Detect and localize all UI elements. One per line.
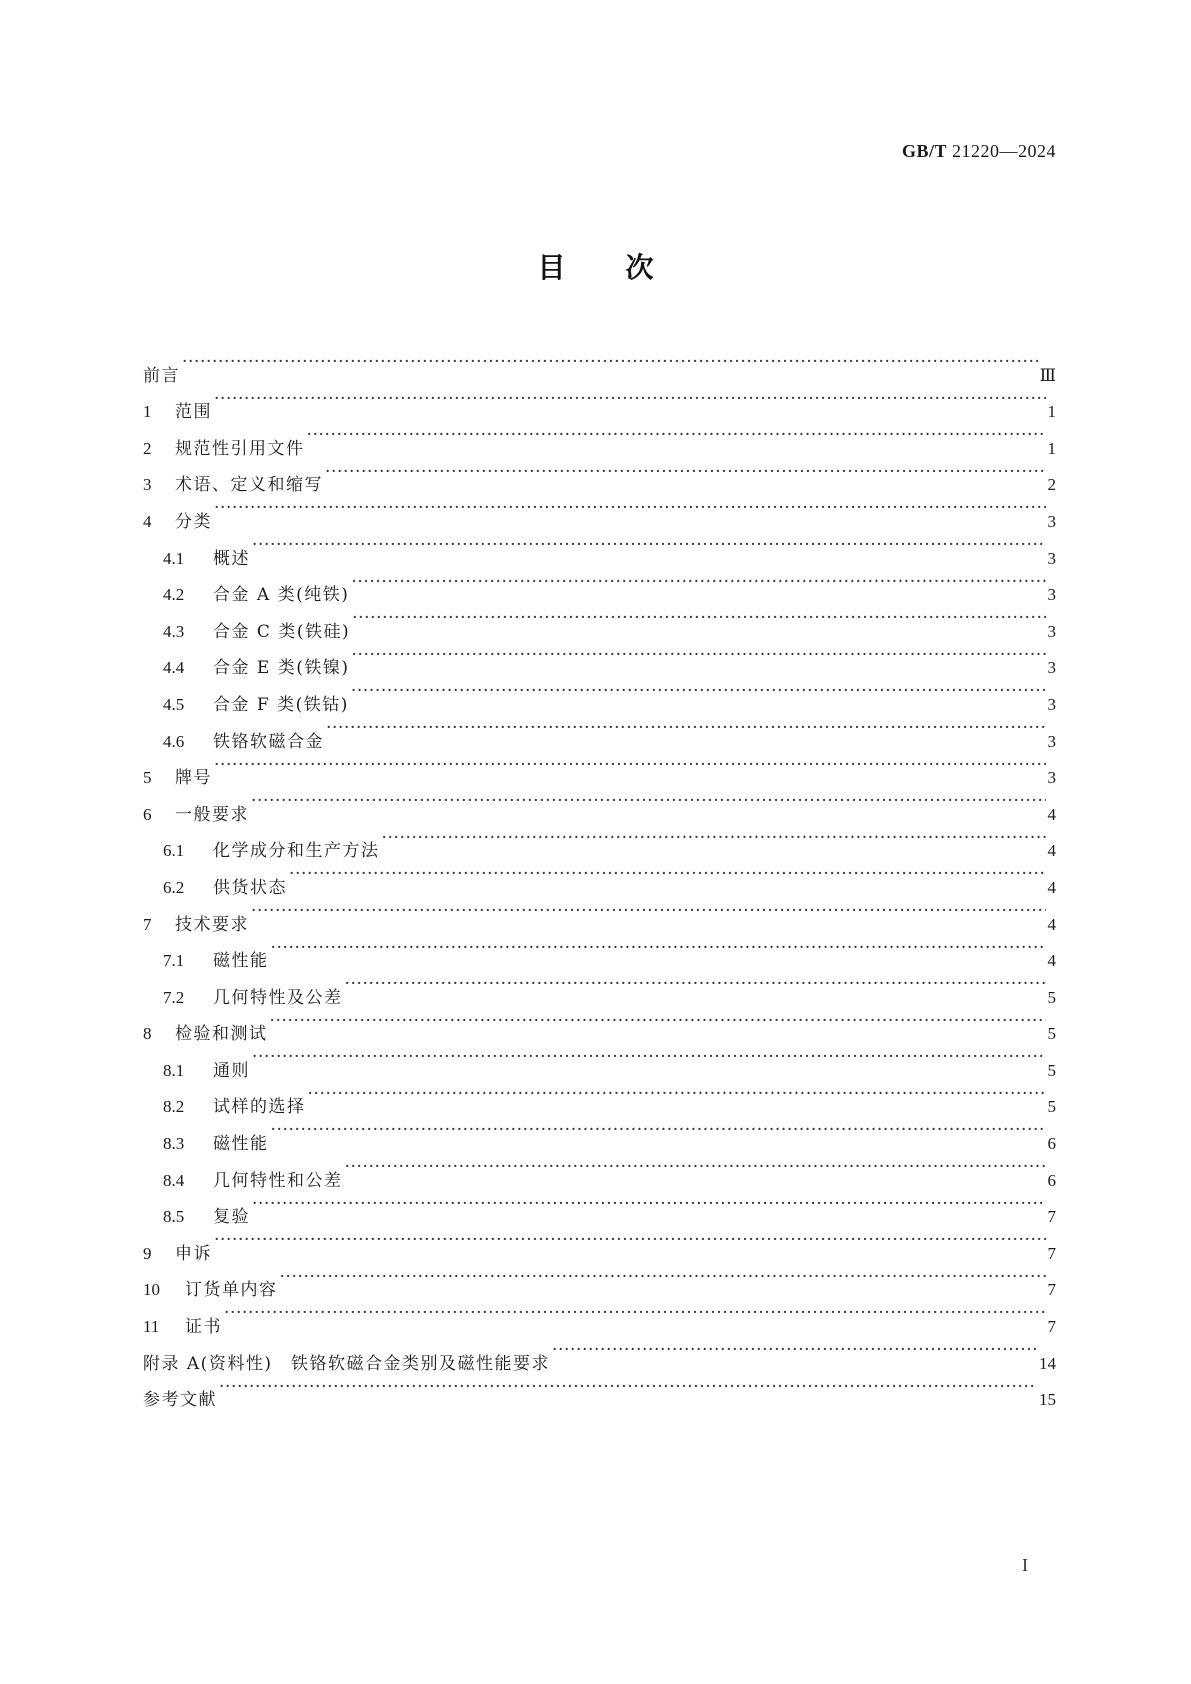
toc-entry-label: 供货状态 [213, 877, 287, 898]
toc-entry-label: 通则 [213, 1060, 250, 1081]
toc-entry-label: 申诉 [175, 1243, 212, 1264]
toc-leader-dots [219, 1369, 1037, 1406]
toc-entry-label: 一般要求 [175, 804, 249, 825]
toc-leader-dots [252, 527, 1046, 564]
toc-entry-page: 3 [1047, 621, 1056, 641]
toc-entry[interactable] [143, 344, 1056, 386]
toc-entry-label: 证书 [185, 1317, 222, 1338]
toc-entry-number: 8.1 [163, 1060, 185, 1080]
toc-entry-number: 4.5 [163, 694, 185, 714]
toc-leader-dots [251, 783, 1046, 820]
toc-leader-dots [552, 1332, 1037, 1369]
toc-entry-number: 4 [143, 511, 152, 531]
toc-entry-page: 3 [1047, 511, 1056, 531]
toc-entry-label: 附录 A(资料性) 铁铬软磁合金类别及磁性能要求 [143, 1353, 550, 1374]
toc-entry-label: 合金 F 类(铁钴) [213, 694, 349, 715]
toc-entry-page: 5 [1047, 1060, 1056, 1080]
standard-code [902, 141, 1056, 162]
toc-entry-number: 11 [143, 1317, 160, 1337]
toc-entry[interactable] [143, 381, 1056, 423]
toc-leader-dots [214, 381, 1046, 418]
toc-leader-dots [325, 454, 1046, 491]
toc-entry[interactable] [143, 1186, 1056, 1228]
toc-entry-page: 3 [1047, 768, 1056, 788]
toc-entry-label: 几何特性和公差 [213, 1170, 343, 1191]
toc-leader-dots [289, 856, 1046, 893]
toc-entry[interactable] [143, 1149, 1056, 1191]
toc-leader-dots [271, 930, 1046, 967]
toc-entry-number: 8.3 [163, 1134, 185, 1154]
toc-entry-label: 分类 [175, 511, 212, 532]
toc-entry-label: 合金 A 类(纯铁) [213, 585, 350, 606]
toc-entry-number: 8.5 [163, 1207, 185, 1227]
toc-entry-page: 4 [1047, 877, 1056, 897]
toc-entry-page: 4 [1047, 914, 1056, 934]
toc-entry-number: 4.3 [163, 621, 185, 641]
toc-entry-label: 规范性引用文件 [175, 438, 305, 459]
toc-entry-label: 磁性能 [213, 1134, 269, 1155]
toc-leader-dots [308, 1076, 1046, 1113]
toc-entry-label: 技术要求 [175, 914, 249, 935]
toc-entry-label: 订货单内容 [185, 1280, 278, 1301]
toc-entry-number: 7.1 [163, 951, 185, 971]
toc-leader-dots [351, 637, 1045, 674]
toc-entry-label: 化学成分和生产方法 [213, 841, 380, 862]
toc-leader-dots [252, 1039, 1046, 1076]
toc-leader-dots [271, 1112, 1046, 1149]
toc-entry[interactable] [143, 1039, 1056, 1081]
toc-leader-dots [251, 893, 1046, 930]
toc-entry-number: 7.2 [163, 987, 185, 1007]
toc-entry-page: 1 [1047, 402, 1056, 422]
toc-entry-page: 5 [1047, 1024, 1056, 1044]
table-of-contents [143, 344, 1056, 1411]
toc-leader-dots [270, 1003, 1046, 1040]
toc-leader-dots [224, 1295, 1046, 1332]
toc-leader-dots [252, 1186, 1046, 1223]
toc-entry[interactable] [143, 1332, 1056, 1374]
page-title: 目次 [537, 251, 714, 284]
toc-entry[interactable] [143, 1076, 1056, 1118]
toc-entry[interactable] [143, 1003, 1056, 1045]
toc-entry-page: 4 [1047, 951, 1056, 971]
toc-entry-label: 合金 E 类(铁镍) [213, 658, 350, 679]
toc-entry[interactable] [143, 417, 1056, 459]
toc-entry[interactable] [143, 1259, 1056, 1301]
standard-number: 21220—2024 [952, 141, 1056, 161]
toc-entry-label: 参考文献 [143, 1390, 217, 1411]
toc-entry-number: 2 [143, 438, 152, 458]
toc-entry-page: 7 [1047, 1280, 1056, 1300]
toc-entry-number: 3 [143, 475, 152, 495]
toc-entry[interactable] [143, 1295, 1056, 1338]
toc-entry-page: 7 [1047, 1243, 1056, 1263]
toc-entry-page: 15 [1039, 1390, 1056, 1410]
toc-leader-dots [345, 966, 1046, 1003]
toc-entry-page: 4 [1047, 804, 1056, 824]
toc-entry[interactable] [143, 490, 1056, 532]
toc-entry-page: 14 [1039, 1353, 1056, 1373]
toc-entry-label: 复验 [213, 1207, 250, 1228]
toc-entry[interactable] [143, 527, 1056, 569]
toc-entry-page: 5 [1047, 987, 1056, 1007]
toc-entry-page: 3 [1047, 548, 1056, 568]
toc-leader-dots [352, 600, 1045, 637]
toc-entry-page: 5 [1047, 1097, 1056, 1117]
toc-entry-label: 铁铬软磁合金 [213, 731, 324, 752]
toc-entry-label: 几何特性及公差 [213, 987, 343, 1008]
toc-leader-dots [351, 673, 1046, 710]
toc-entry-page: 2 [1047, 475, 1056, 495]
toc-entry[interactable] [143, 564, 1056, 606]
toc-entry[interactable] [143, 1369, 1056, 1411]
toc-entry-label: 概述 [213, 548, 250, 569]
toc-entry-number: 1 [143, 402, 152, 422]
toc-entry-page: 3 [1047, 731, 1056, 751]
toc-entry-page: 4 [1047, 841, 1056, 861]
toc-entry-page: 3 [1047, 585, 1056, 605]
toc-entry-page: 1 [1047, 438, 1056, 458]
toc-entry-number: 7 [143, 914, 152, 934]
toc-entry-number: 9 [143, 1243, 152, 1263]
toc-entry-label: 范围 [175, 402, 212, 423]
toc-entry[interactable] [143, 783, 1056, 825]
toc-leader-dots [326, 710, 1046, 747]
toc-entry-page: 7 [1047, 1317, 1056, 1337]
toc-entry-number: 6 [143, 804, 152, 824]
toc-entry-number: 4.1 [163, 548, 185, 568]
toc-entry[interactable] [143, 1222, 1056, 1264]
toc-entry-label: 试样的选择 [213, 1097, 306, 1118]
toc-leader-dots [182, 344, 1038, 381]
toc-entry-label: 术语、定义和缩写 [175, 475, 323, 496]
toc-entry-label: 磁性能 [213, 951, 269, 972]
toc-entry-label: 前言 [143, 365, 180, 386]
toc-entry-page: 3 [1047, 658, 1056, 678]
toc-leader-dots [280, 1259, 1046, 1296]
toc-entry[interactable] [143, 893, 1056, 935]
toc-entry-number: 4.4 [163, 658, 185, 678]
toc-entry[interactable] [143, 1112, 1056, 1155]
toc-entry-page: 3 [1047, 694, 1056, 714]
toc-entry-label: 合金 C 类(铁硅) [213, 621, 351, 642]
toc-leader-dots [351, 564, 1045, 601]
toc-entry-page: 6 [1047, 1134, 1056, 1154]
toc-leader-dots [214, 490, 1046, 527]
standard-prefix: GB/T [901, 141, 947, 161]
toc-leader-dots [214, 1222, 1046, 1259]
footer-page-number: I [1022, 1555, 1028, 1575]
toc-entry-page: Ⅲ [1039, 365, 1056, 385]
toc-leader-dots [382, 820, 1046, 857]
toc-entry-number: 8.4 [163, 1170, 185, 1190]
toc-entry-label: 牌号 [175, 768, 212, 789]
toc-entry-number: 4.2 [163, 585, 185, 605]
toc-entry-number: 10 [143, 1280, 160, 1300]
toc-leader-dots [307, 417, 1046, 454]
toc-entry-number: 8.2 [163, 1097, 185, 1117]
toc-leader-dots [345, 1149, 1046, 1186]
toc-entry[interactable] [143, 930, 1056, 972]
toc-entry[interactable] [143, 820, 1056, 862]
toc-entry-number: 6.2 [163, 877, 185, 897]
toc-entry[interactable] [143, 747, 1056, 789]
toc-leader-dots [214, 747, 1046, 784]
toc-entry-number: 8 [143, 1024, 152, 1044]
toc-entry-page: 7 [1047, 1207, 1056, 1227]
toc-entry-page: 6 [1047, 1170, 1056, 1190]
toc-entry-number: 6.1 [163, 841, 185, 861]
toc-entry-number: 5 [143, 768, 152, 788]
toc-entry-label: 检验和测试 [175, 1024, 268, 1045]
toc-entry-number: 4.6 [163, 731, 185, 751]
toc-entry[interactable] [143, 966, 1056, 1008]
